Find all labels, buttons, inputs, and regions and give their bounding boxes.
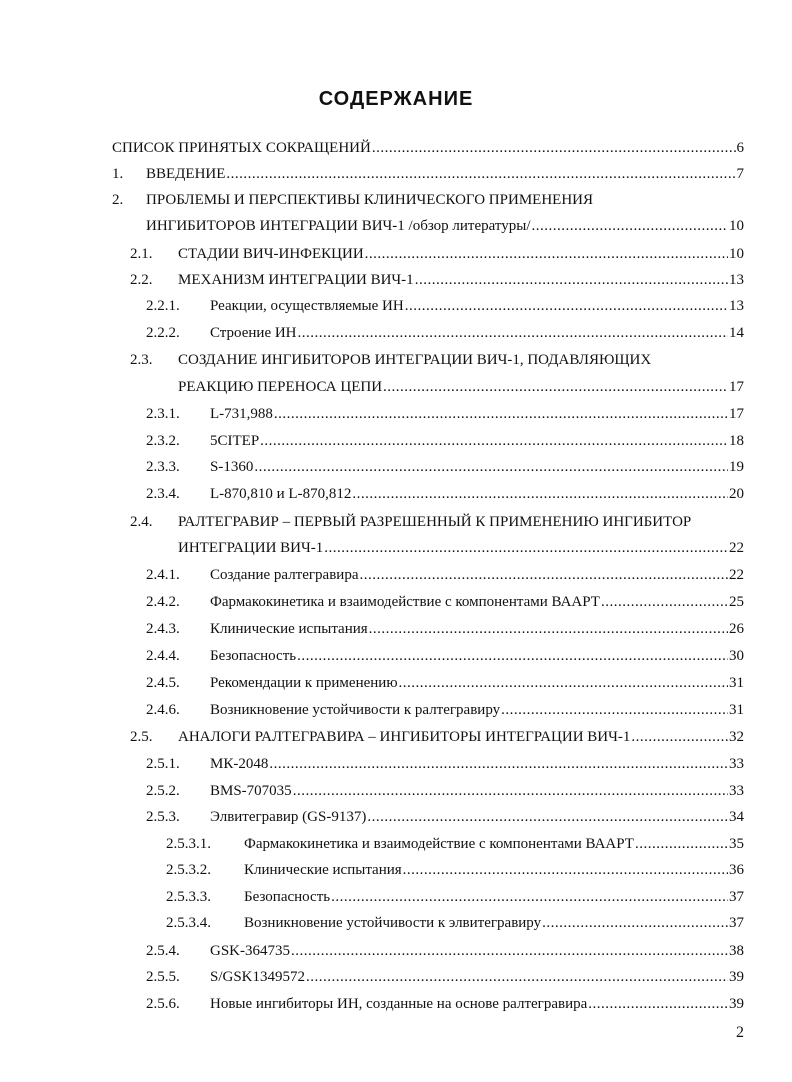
toc-entry-page: 30 <box>729 648 744 664</box>
toc-entry[interactable] <box>146 567 744 589</box>
toc-entry-title: СПИСОК ПРИНЯТЫХ СОКРАЩЕНИЙ <box>112 140 371 156</box>
toc-entry[interactable] <box>130 379 744 401</box>
page-title: СОДЕРЖАНИЕ <box>318 88 474 110</box>
toc-leader-dots <box>297 648 728 665</box>
toc-leader-dots <box>254 459 728 476</box>
toc-entry-number: 2.4.3. <box>146 621 180 637</box>
toc-leader-dots <box>324 540 728 557</box>
toc-leader-dots <box>501 702 728 719</box>
toc-entry-number: 1. <box>112 166 124 182</box>
toc-entry-title: Клинические испытания <box>244 862 402 878</box>
toc-entry-page: 13 <box>729 272 744 288</box>
toc-entry-title: Строение ИН <box>210 325 297 341</box>
toc-entry-number: 2. <box>112 192 124 208</box>
toc-leader-dots <box>542 915 728 932</box>
toc-entry-number: 2.2.2. <box>146 325 180 341</box>
toc-entry[interactable] <box>146 756 744 778</box>
toc-entry-number: 2.3. <box>130 352 153 368</box>
toc-entry-page: 10 <box>729 246 744 262</box>
toc-entry[interactable] <box>130 352 744 374</box>
toc-entry-number: 2.4.2. <box>146 594 180 610</box>
toc-entry-number: 2.5.3.3. <box>166 889 211 905</box>
toc-entry-page: 36 <box>729 862 744 878</box>
toc-entry-title: S-1360 <box>210 459 254 475</box>
toc-entry[interactable] <box>146 486 744 508</box>
toc-entry-title: ПРОБЛЕМЫ И ПЕРСПЕКТИВЫ КЛИНИЧЕСКОГО ПРИМЕНЕНИЯ <box>146 192 593 208</box>
toc-entry-page: 18 <box>729 433 744 449</box>
toc-entry[interactable] <box>146 783 744 805</box>
toc-entry[interactable] <box>112 166 744 188</box>
toc-entry-number: 2.2.1. <box>146 298 180 314</box>
toc-entry-title: GSK-364735 <box>210 943 291 959</box>
toc-entry-page: 25 <box>729 594 744 610</box>
toc-entry-number: 2.4.6. <box>146 702 180 718</box>
toc-entry-title: Фармакокинетика и взаимодействие с компонентами ВААРТ <box>244 836 634 852</box>
toc-entry-number: 2.3.1. <box>146 406 180 422</box>
toc-entry-title: АНАЛОГИ РАЛТЕГРАВИРА – ИНГИБИТОРЫ ИНТЕГРАЦИИ ВИЧ-1 <box>178 729 631 745</box>
toc-entry-number: 2.2. <box>130 272 153 288</box>
toc-entry-number: 2.3.2. <box>146 433 180 449</box>
toc-entry-title: Фармакокинетика и взаимодействие с компонентами ВААРТ <box>210 594 600 610</box>
toc-entry-page: 14 <box>729 325 744 341</box>
toc-leader-dots <box>331 889 728 906</box>
toc-entry-title: РЕАКЦИЮ ПЕРЕНОСА ЦЕПИ <box>178 379 383 395</box>
toc-entry-page: 10 <box>729 218 744 234</box>
toc-entry-title: S/GSK1349572 <box>210 969 306 985</box>
toc-leader-dots <box>359 567 728 584</box>
toc-leader-dots <box>399 675 728 692</box>
toc-entry-title: Безопасность <box>210 648 297 664</box>
toc-entry-title: Возникновение устойчивости к ралтегравиру <box>210 702 501 718</box>
toc-leader-dots <box>291 943 728 960</box>
toc-leader-dots <box>274 406 728 423</box>
toc-entry[interactable] <box>146 298 744 320</box>
toc-leader-dots <box>415 272 728 289</box>
toc-entry[interactable] <box>130 246 744 268</box>
toc-entry-number: 2.5. <box>130 729 153 745</box>
toc-leader-dots <box>635 836 728 853</box>
toc-entry-title: Безопасность <box>244 889 331 905</box>
toc-leader-dots <box>631 729 728 746</box>
toc-leader-dots <box>260 433 728 450</box>
toc-entry[interactable] <box>166 889 744 911</box>
toc-entry-page: 33 <box>729 756 744 772</box>
toc-leader-dots <box>269 756 728 773</box>
toc-entry[interactable] <box>112 140 744 162</box>
toc-entry-number: 2.4.1. <box>146 567 180 583</box>
toc-leader-dots <box>352 486 728 503</box>
toc-entry[interactable] <box>166 836 744 858</box>
toc-entry-title: Создание ралтегравира <box>210 567 359 583</box>
toc-entry-number: 2.5.3.2. <box>166 862 211 878</box>
toc-entry-number: 2.5.3.1. <box>166 836 211 852</box>
toc-leader-dots <box>306 969 728 986</box>
toc-entry-page: 39 <box>729 969 744 985</box>
toc-leader-dots <box>532 218 728 235</box>
toc-entry-title: Рекомендации к применению <box>210 675 398 691</box>
toc-entry-title: ИНТЕГРАЦИИ ВИЧ-1 <box>178 540 324 556</box>
toc-entry-title: МК-2048 <box>210 756 269 772</box>
toc-entry-number: 2.5.6. <box>146 996 180 1012</box>
toc-entry-title: ИНГИБИТОРОВ ИНТЕГРАЦИИ ВИЧ-1 /обзор литературы/ <box>146 218 531 234</box>
toc-leader-dots <box>403 862 728 879</box>
toc-entry-title: L-731,988 <box>210 406 273 422</box>
toc-entry-page: 22 <box>729 567 744 583</box>
toc-leader-dots <box>372 140 736 157</box>
toc-entry-number: 2.1. <box>130 246 153 262</box>
toc-entry[interactable] <box>146 621 744 643</box>
toc-entry[interactable] <box>112 218 744 240</box>
toc-entry[interactable] <box>146 675 744 697</box>
toc-entry-page: 7 <box>736 166 744 182</box>
toc-entry[interactable] <box>146 325 744 347</box>
toc-leader-dots <box>298 325 728 342</box>
toc-entry[interactable] <box>130 540 744 562</box>
toc-entry-number: 2.5.1. <box>146 756 180 772</box>
toc-leader-dots <box>365 246 728 263</box>
toc-entry[interactable] <box>166 915 744 937</box>
toc-entry-title: Новые ингибиторы ИН, созданные на основе ралтегравира <box>210 996 588 1012</box>
toc-entry-number: 2.4. <box>130 514 153 530</box>
toc-entry-title: СТАДИИ ВИЧ-ИНФЕКЦИИ <box>178 246 364 262</box>
toc-entry-page: 26 <box>729 621 744 637</box>
toc-entry-page: 34 <box>729 809 744 825</box>
toc-entry[interactable] <box>146 594 744 616</box>
toc-entry-title: Элвитегравир (GS-9137) <box>210 809 367 825</box>
toc-entry-page: 38 <box>729 943 744 959</box>
toc-entry-title: РАЛТЕГРАВИР – ПЕРВЫЙ РАЗРЕШЕННЫЙ К ПРИМЕНЕНИЮ ИНГИБИТОР <box>178 514 692 530</box>
toc-entry[interactable] <box>146 809 744 831</box>
toc-entry-page: 31 <box>729 702 744 718</box>
toc-entry-title: L-870,810 и L-870,812 <box>210 486 352 502</box>
toc-entry-title: ВВЕДЕНИЕ <box>146 166 226 182</box>
toc-entry-title: Возникновение устойчивости к элвитегравиру <box>244 915 542 931</box>
toc-entry[interactable] <box>130 514 744 536</box>
toc-entry[interactable] <box>146 702 744 724</box>
toc-entry-number: 2.5.3. <box>146 809 180 825</box>
toc-leader-dots <box>383 379 728 396</box>
toc-entry-page: 33 <box>729 783 744 799</box>
toc-entry-page: 17 <box>729 406 744 422</box>
toc-entry-page: 19 <box>729 459 744 475</box>
page-number: 2 <box>736 1024 744 1041</box>
toc-entry-number: 2.4.4. <box>146 648 180 664</box>
toc-entry-page: 20 <box>729 486 744 502</box>
toc-entry-page: 6 <box>736 140 744 156</box>
toc-entry-page: 39 <box>729 996 744 1012</box>
toc-entry-page: 35 <box>729 836 744 852</box>
toc-entry[interactable] <box>146 996 744 1018</box>
toc-entry-number: 2.4.5. <box>146 675 180 691</box>
toc-entry-page: 22 <box>729 540 744 556</box>
toc-entry-page: 32 <box>729 729 744 745</box>
toc-entry[interactable] <box>130 272 744 294</box>
toc-entry[interactable] <box>146 969 744 991</box>
toc-leader-dots <box>588 996 728 1013</box>
toc-entry-page: 37 <box>729 889 744 905</box>
toc-entry-number: 2.5.5. <box>146 969 180 985</box>
toc-entry[interactable] <box>166 862 744 884</box>
toc-leader-dots <box>293 783 728 800</box>
toc-entry-title: BMS-707035 <box>210 783 292 799</box>
toc-entry-number: 2.5.2. <box>146 783 180 799</box>
toc-entry-number: 2.5.4. <box>146 943 180 959</box>
toc-leader-dots <box>601 594 728 611</box>
toc-entry-page: 17 <box>729 379 744 395</box>
toc-entry-title: 5CITEP <box>210 433 260 449</box>
toc-entry-page: 37 <box>729 915 744 931</box>
toc-entry[interactable] <box>146 406 744 428</box>
toc-entry-page: 31 <box>729 675 744 691</box>
toc-entry-title: МЕХАНИЗМ ИНТЕГРАЦИИ ВИЧ-1 <box>178 272 414 288</box>
toc-entry-page: 13 <box>729 298 744 314</box>
toc-entry[interactable] <box>130 729 744 751</box>
toc-entry[interactable] <box>146 648 744 670</box>
toc-entry-number: 2.3.3. <box>146 459 180 475</box>
toc-entry[interactable] <box>112 192 744 214</box>
toc-entry-number: 2.5.3.4. <box>166 915 211 931</box>
toc-leader-dots <box>367 809 728 826</box>
toc-leader-dots <box>226 166 735 183</box>
toc-entry[interactable] <box>146 943 744 965</box>
toc-entry[interactable] <box>146 433 744 455</box>
toc-leader-dots <box>405 298 728 315</box>
toc-leader-dots <box>369 621 728 638</box>
toc-entry-title: Клинические испытания <box>210 621 368 637</box>
toc-entry-title: Реакции, осуществляемые ИН <box>210 298 404 314</box>
toc-entry-number: 2.3.4. <box>146 486 180 502</box>
toc-entry-title: СОЗДАНИЕ ИНГИБИТОРОВ ИНТЕГРАЦИИ ВИЧ-1, ПОДАВЛЯЮЩИХ <box>178 352 652 368</box>
toc-entry[interactable] <box>146 459 744 481</box>
